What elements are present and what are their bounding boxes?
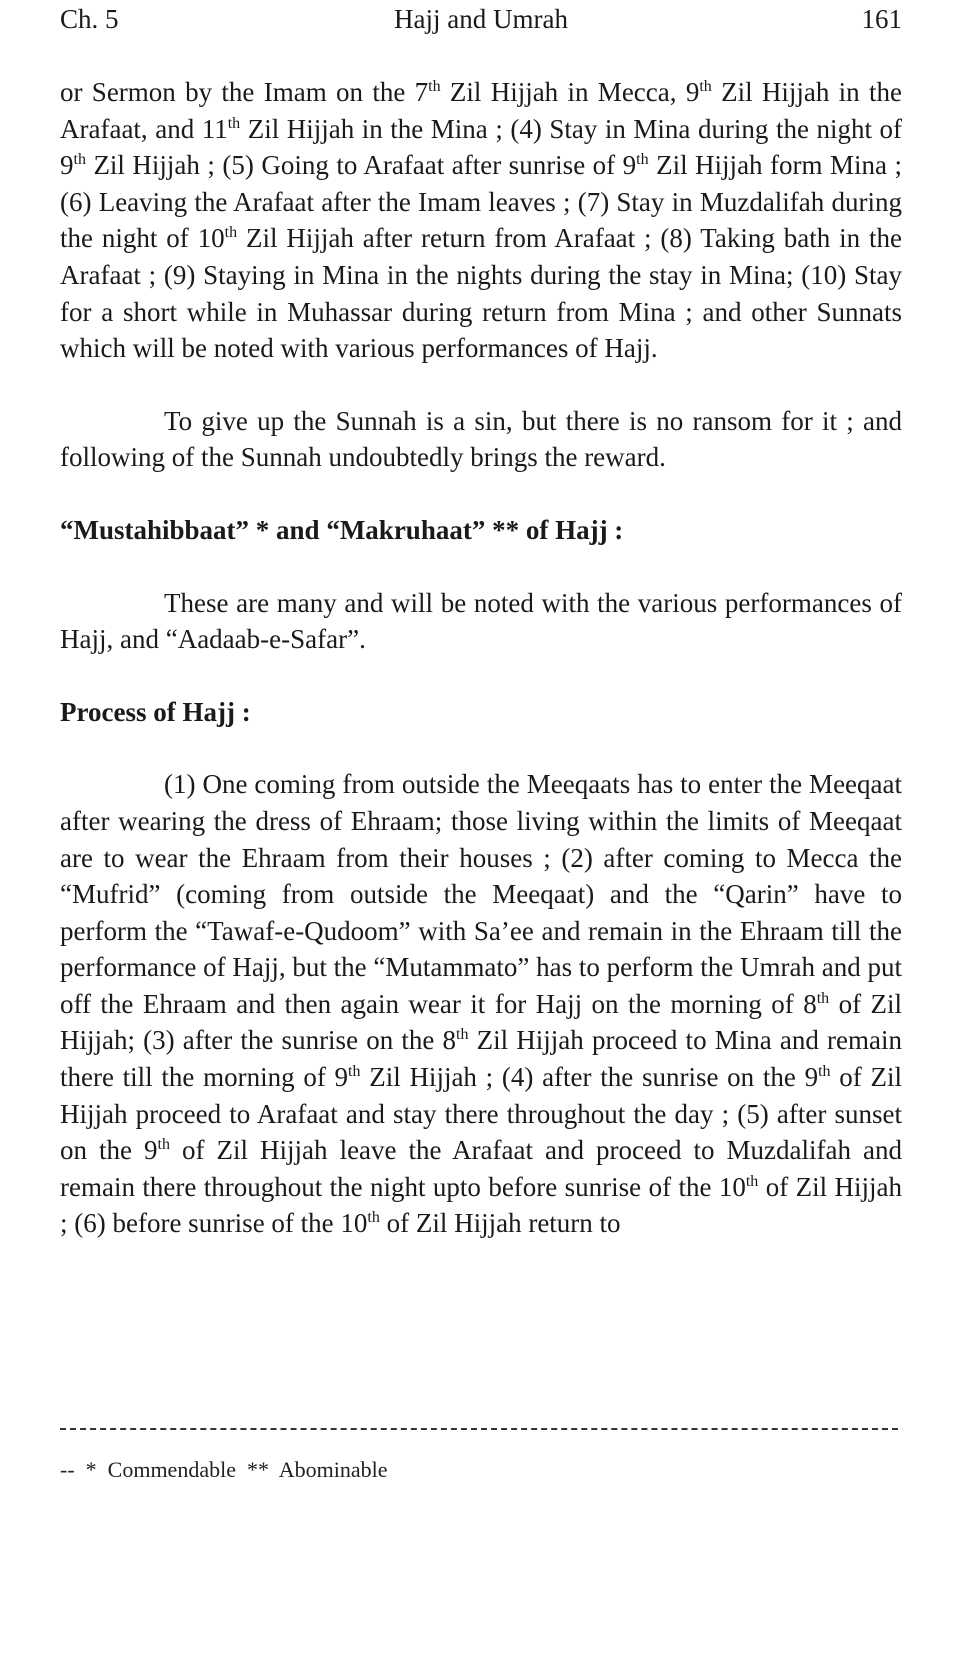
- paragraph-spacer: [60, 549, 902, 585]
- ordinal-suffix: th: [816, 989, 830, 1007]
- ordinal-suffix: th: [636, 151, 649, 169]
- text-run: Zil Hijjah ; (4) after the sunrise on the 9: [360, 1062, 819, 1093]
- ordinal-suffix: th: [699, 78, 712, 95]
- paragraph-spacer: [60, 658, 902, 694]
- text-run: (1) One coming from outside the Meeqaats has to enter the Meeqaat after wearing the dress of Ehraam; those living within the limits of Meeqaat are to wear the Ehraam from their houses ; (2) after coming to Mecca the “Mufrid” (coming from outside the Meeqaat) and the “Qarin” have to perform the “Tawaf-e-Qudoom” with Sa’ee and remain in the Ehraam till the performance of Hajj, but the “Mutammato” has to perform the Umrah and put off the Ehraam and then again wear it for Hajj on the morning of 8: [60, 769, 902, 1019]
- footnote-divider: [60, 1428, 898, 1430]
- paragraph-process-steps: [60, 766, 902, 1242]
- text-run: or Sermon by the Imam on the 7: [60, 77, 429, 107]
- text-run: Zil Hijjah in Mecca, 9: [440, 77, 700, 107]
- text-run: Zil Hijjah after return from Arafaat ; (8) Taking bath in the Arafaat ; (9) Staying in Mina in the nights during the stay in Mina; (10) Stay for a short while in Muhassar during return from Mina ; and other Sunnats which will be noted with various performances of Hajj.: [60, 223, 902, 364]
- ordinal-suffix: th: [456, 1026, 469, 1044]
- ordinal-suffix: th: [428, 78, 441, 95]
- section-heading-process: Process of Hajj :: [60, 696, 251, 727]
- ordinal-suffix: th: [227, 114, 241, 132]
- text-run: Zil Hijjah in the Mina ; (4) Stay in Mina during the night of 9: [60, 113, 902, 181]
- paragraph-many-performances: These are many and will be noted with the various performances of Hajj, and “Aadaab-e-Safar”.: [60, 587, 902, 655]
- section-heading-mustahibbaat: “Mustahibbaat” * and “Makruhaat” ** of Hajj :: [60, 514, 624, 545]
- ordinal-suffix: th: [745, 1172, 759, 1190]
- page-body: [60, 74, 902, 1242]
- text-run: Zil Hijjah ; (5) Going to Arafaat after sunrise of 9: [85, 150, 637, 181]
- text-run: Zil Hijjah form Mina ; (6) Leaving the Arafaat after the Imam leaves ; (7) Stay in Muzdalifah during the night of 10: [60, 150, 902, 254]
- running-title: Hajj and Umrah: [394, 4, 568, 34]
- ordinal-suffix: th: [157, 1136, 170, 1154]
- ordinal-suffix: th: [224, 224, 238, 242]
- text-run: Zil Hijjah in the Arafaat, and 11: [60, 77, 902, 144]
- ordinal-suffix: th: [367, 1209, 380, 1227]
- page-header: [60, 4, 902, 44]
- ordinal-suffix: th: [348, 1063, 361, 1081]
- text-run: of Zil Hijjah leave the Arafaat and proceed to Muzdalifah and remain there throughout the night upto before sunrise of the 10: [60, 1135, 902, 1202]
- paragraph-sunnats-continued: [60, 74, 902, 367]
- ordinal-suffix: th: [73, 151, 86, 169]
- text-run: of Zil Hijjah proceed to Arafaat and stay there throughout the day ; (5) after sunset on the 9: [60, 1062, 902, 1166]
- chapter-label: Ch. 5: [60, 4, 119, 34]
- text-run: of Zil Hijjah ; (6) before sunrise of the 10: [60, 1171, 902, 1239]
- page-number: 161: [861, 4, 902, 34]
- paragraph-spacer: [60, 730, 902, 766]
- text-run: of Zil Hijjah; (3) after the sunrise on the 8: [60, 988, 902, 1056]
- paragraph-sunnah-reward: To give up the Sunnah is a sin, but there is no ransom for it ; and following of the Sunnah undoubtedly brings the reward.: [60, 405, 902, 473]
- footnote: -- * Commendable ** Abominable: [60, 1457, 388, 1482]
- paragraph-spacer: [60, 367, 902, 403]
- text-run: Zil Hijjah proceed to Mina and remain there till the morning of 9: [60, 1025, 902, 1093]
- text-run: of Zil Hijjah return to: [379, 1208, 621, 1239]
- ordinal-suffix: th: [818, 1063, 831, 1081]
- paragraph-spacer: [60, 476, 902, 512]
